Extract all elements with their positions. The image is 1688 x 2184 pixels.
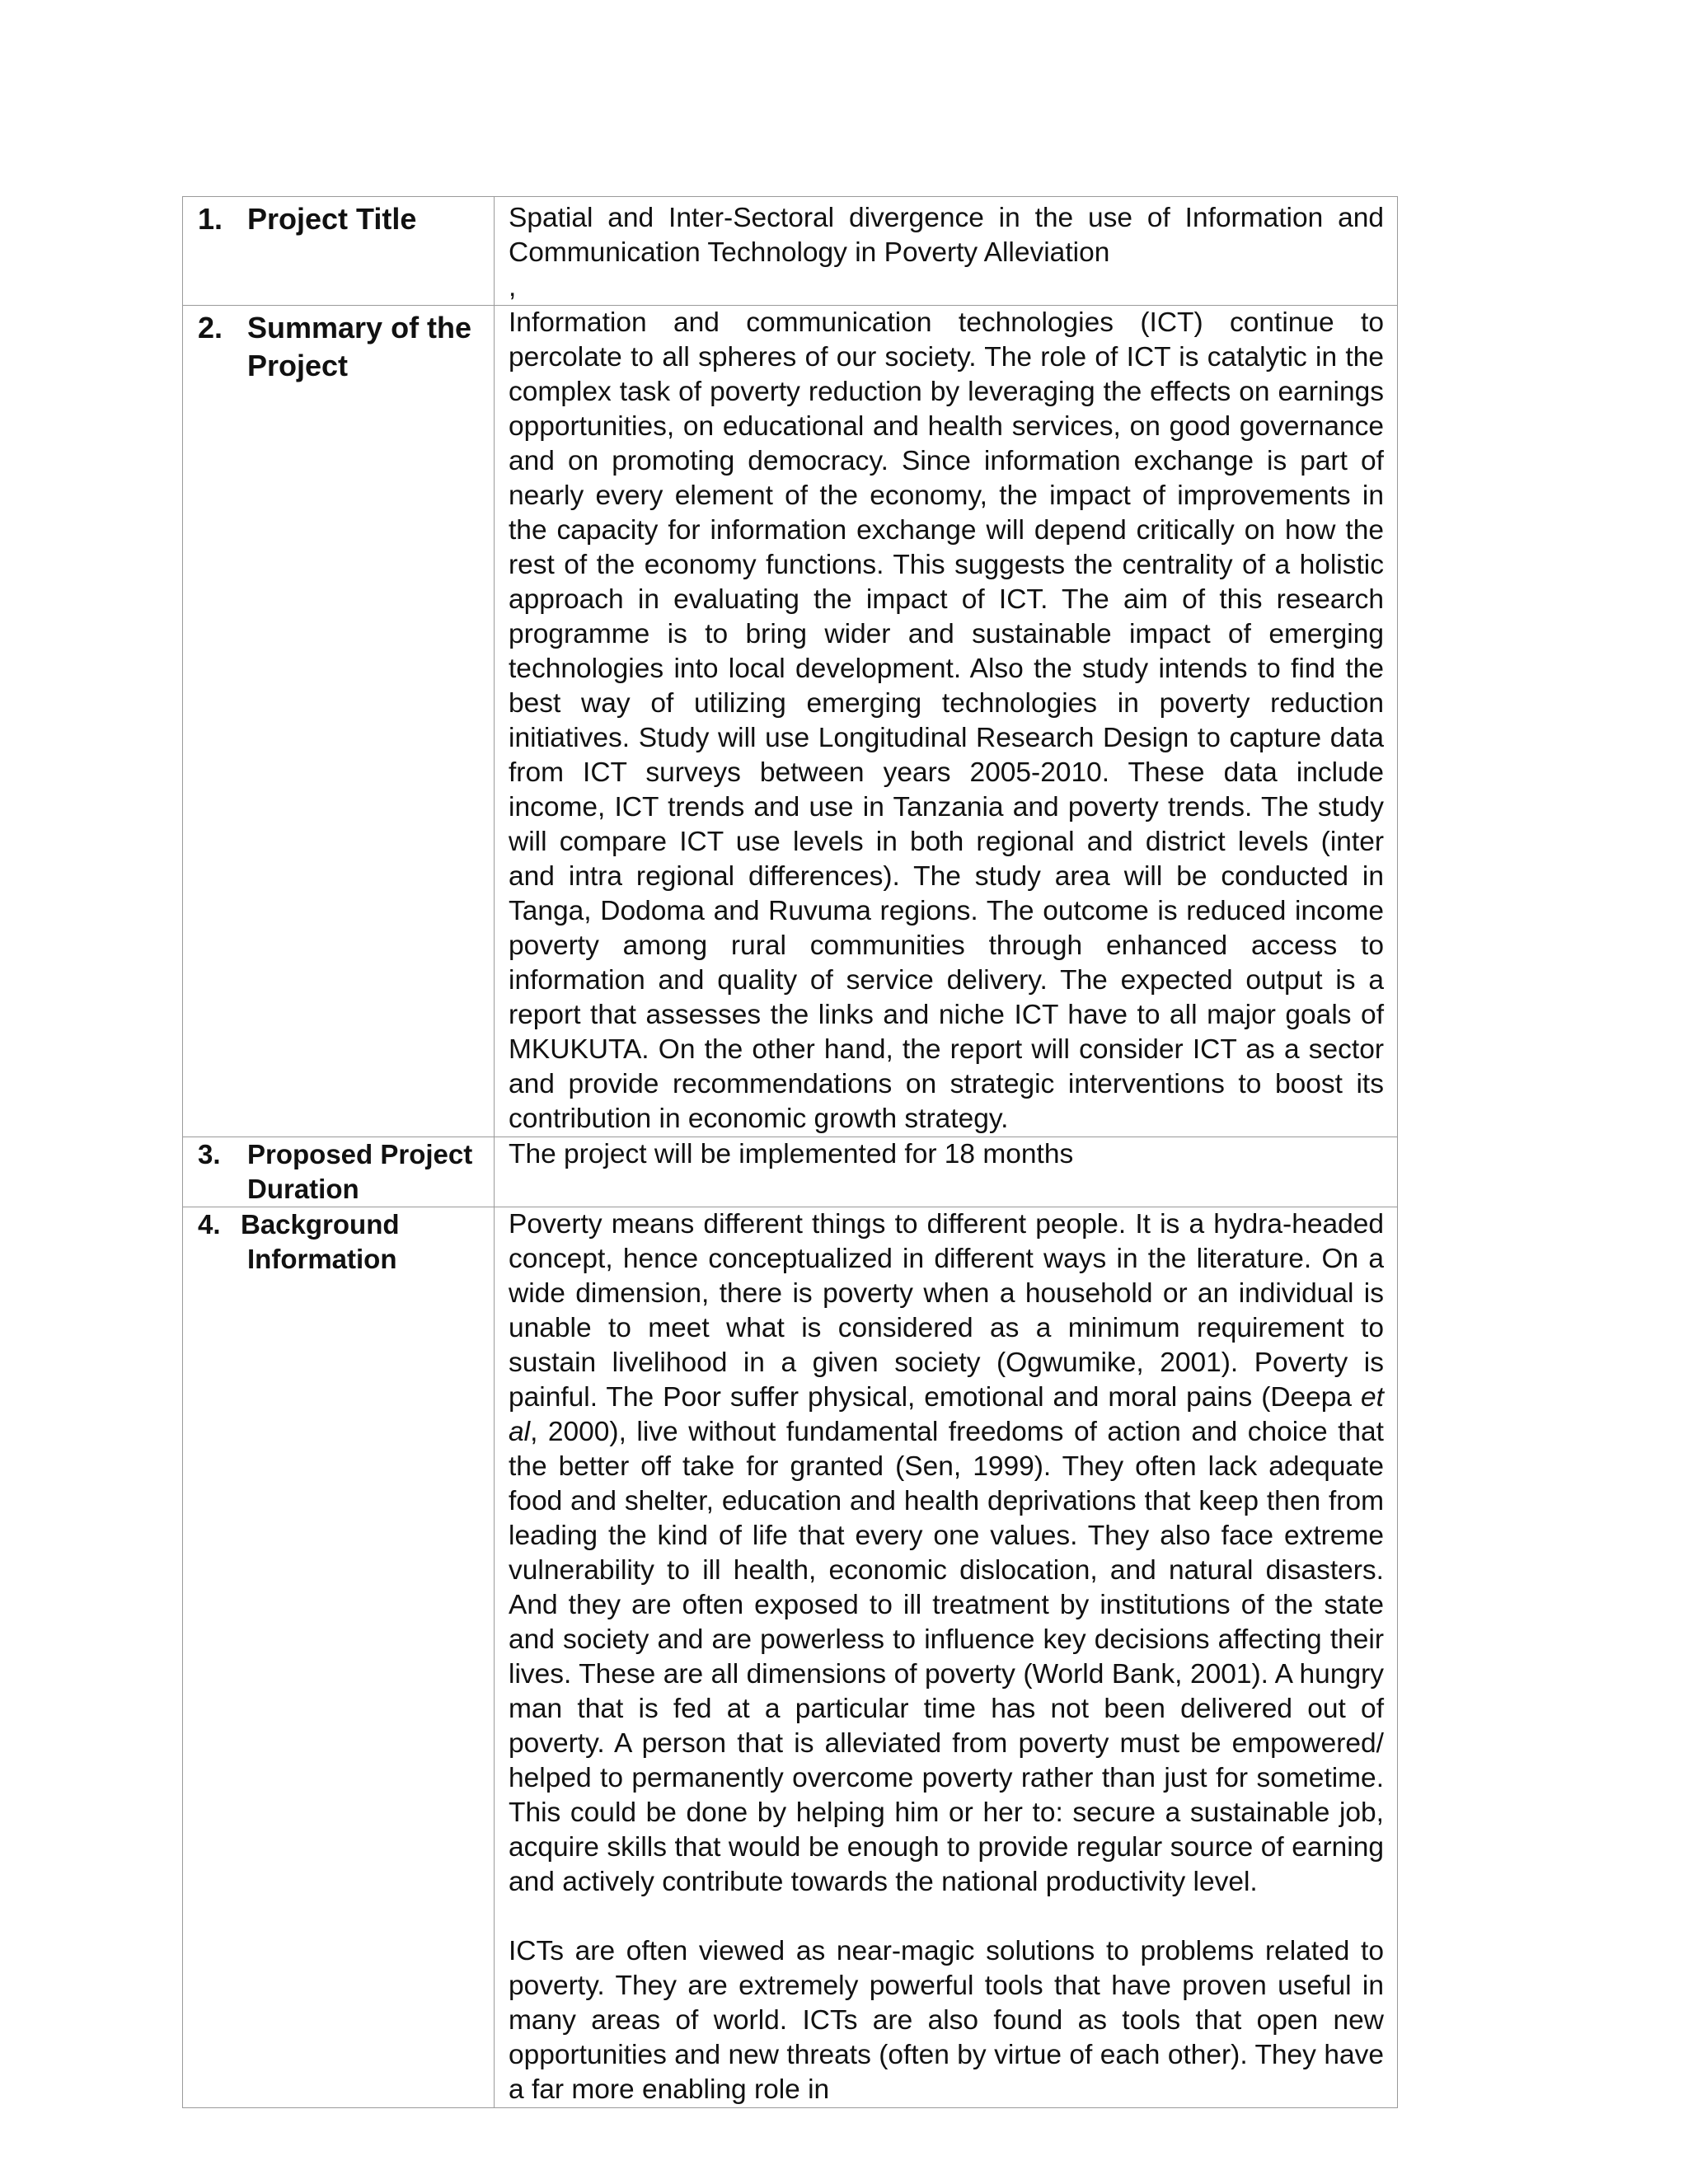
trailing-mark: ,: [509, 272, 517, 302]
section-heading: [198, 309, 482, 385]
project-title-text: Spatial and Inter-Sectoral divergence in the use of Information and Communication Technology in Poverty Alleviation: [509, 203, 1384, 268]
label-cell: [183, 1137, 495, 1207]
row-background: [183, 1207, 1398, 2108]
row-project-title: [183, 197, 1398, 306]
italic-run: et al: [509, 1382, 1384, 1447]
duration-text: The project will be implemented for 18 months: [509, 1139, 1074, 1169]
background-paragraph-1: [509, 1207, 1384, 1900]
text-run: Poverty means different things to different people. It is a hydra-headed concept, hence conceptualized in different ways in the literature. On a wide dimension, there is poverty when a household or an individual is unable to meet what is considered as a minimum requirement to sustain livelihood in a given society (Ogwumike, 2001). Poverty is painful. The Poor suffer physical, emotional and moral pains (Deepa: [509, 1209, 1384, 1413]
content-cell: [495, 306, 1398, 1137]
row-summary: [183, 306, 1398, 1137]
label-cell: [183, 1207, 495, 2108]
text-run: , 2000), live without fundamental freedoms of action and choice that the better off take for granted (Sen, 1999). They often lack adequate food and shelter, education and health deprivations that keep then from leading the kind of life that every one values. They also face extreme vulnerability to ill health, economic dislocation, and natural disasters. And they are often exposed to ill treatment by institutions of the state and society and are powerless to influence key decisions affecting their lives. These are all dimensions of poverty (World Bank, 2001). A hungry man that is fed at a particular time has not been delivered out of poverty. A person that is alleviated from poverty must be empowered/ helped to permanently overcome poverty rather than just for sometime. This could be done by helping him or her to: secure a sustainable job, acquire skills that would be enough to provide regular source of earning and actively contribute towards the national productivity level.: [509, 1417, 1384, 1897]
content-cell: [495, 1207, 1398, 2108]
section-heading: [198, 200, 482, 238]
section-number: 2.: [198, 311, 223, 344]
summary-text: Information and communication technologies (ICT) continue to percolate to all spheres of our society. The role of ICT is catalytic in the complex task of poverty reduction by leveraging the effects on earnings opportunities, on educational and health services, on good governance and on promoting democracy. Since information exchange is part of nearly every element of the economy, the impact of improvements in the capacity for information exchange will depend critically on how the rest of the economy functions. This suggests the centrality of a holistic approach in evaluating the impact of ICT. The aim of this research programme is to bring wider and sustainable impact of emerging technologies into local development. Also the study intends to find the best way of utilizing emerging technologies in poverty reduction initiatives. Study will use Longitudinal Research Design to capture data from ICT surveys between years 2005-2010. These data include income, ICT trends and use in Tanzania and poverty trends. The study will compare ICT use levels in both regional and district levels (inter and intra regional differences). The study area will be conducted in Tanga, Dodoma and Ruvuma regions. The outcome is reduced income poverty among rural communities through enhanced access to information and quality of service delivery. The expected output is a report that assesses the links and niche ICT have to all major goals of MKUKUTA. On the other hand, the report will consider ICT as a sector and provide recommendations on strategic interventions to boost its contribution in economic growth strategy.: [509, 307, 1384, 1134]
section-title: Summary of the Project: [247, 311, 472, 382]
section-number: 1.: [198, 202, 223, 236]
background-paragraph-2: ICTs are often viewed as near-magic solutions to problems related to poverty. They are extremely powerful tools that have proven useful in many areas of world. ICTs are also found as tools that open new opportunities and new threats (often by virtue of each other). They have a far more enabling role in: [509, 1936, 1384, 2105]
label-cell: [183, 197, 495, 306]
content-cell: [495, 197, 1398, 306]
content-cell: [495, 1137, 1398, 1207]
label-cell: [183, 306, 495, 1137]
section-number: 4.: [198, 1209, 221, 1240]
row-duration: [183, 1137, 1398, 1207]
section-title: Proposed Project Duration: [247, 1139, 473, 1204]
project-table: [182, 196, 1398, 2108]
section-title-line2: Information: [247, 1244, 397, 1274]
section-number: 3.: [198, 1139, 221, 1169]
section-title-line1: Background: [241, 1209, 400, 1240]
section-title: Project Title: [247, 202, 417, 236]
section-heading: [198, 1137, 482, 1207]
section-heading: [198, 1207, 482, 1277]
